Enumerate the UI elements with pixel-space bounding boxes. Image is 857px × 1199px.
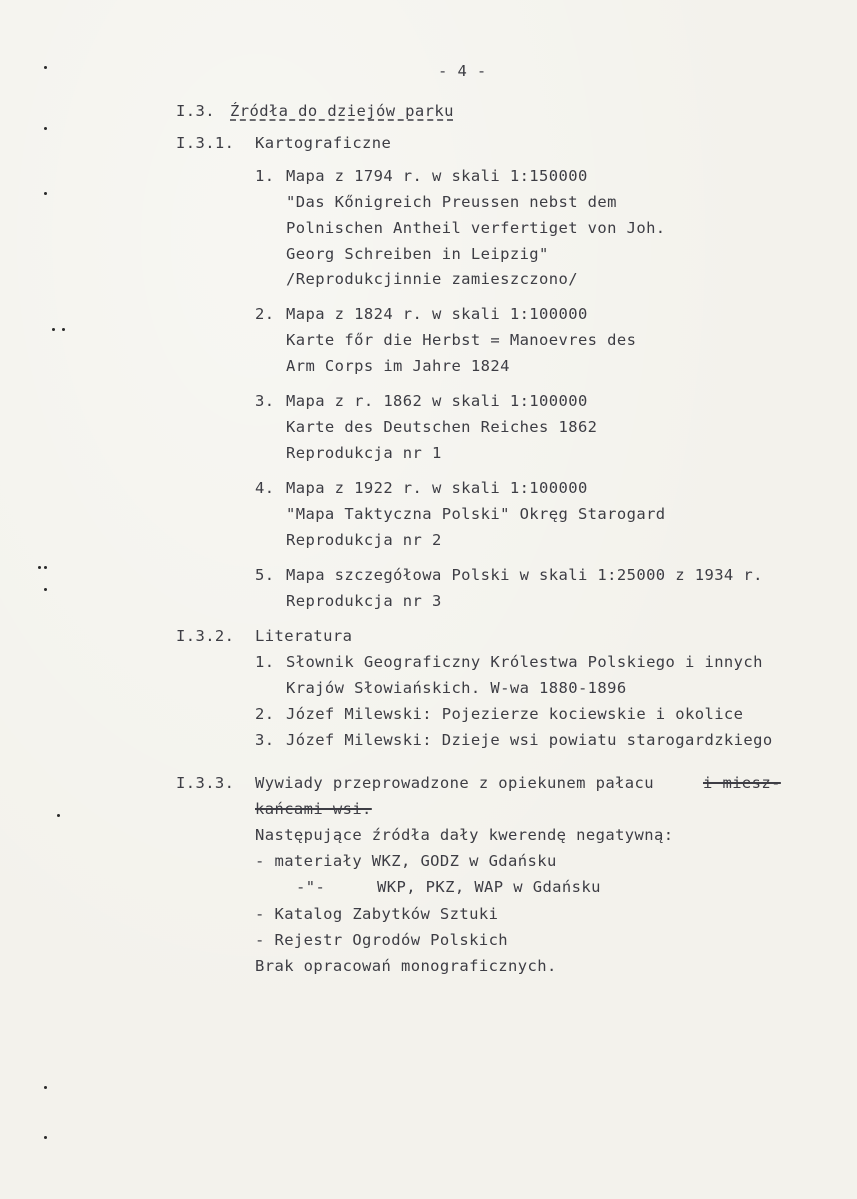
margin-mark	[38, 566, 41, 569]
list-item-line: Arm Corps im Jahre 1824	[286, 357, 510, 375]
list-item-number: 1.	[255, 167, 275, 185]
list-item-line: Reprodukcja nr 3	[286, 592, 442, 610]
list-item-number: 2.	[255, 305, 275, 323]
list-item-line: Słownik Geograficzny Królestwa Polskiego i innych	[286, 653, 763, 671]
margin-mark	[44, 1086, 47, 1089]
heading-number: I.3.	[176, 102, 215, 120]
section-text: - Katalog Zabytków Sztuki	[255, 905, 499, 923]
section-number: I.3.1.	[176, 134, 235, 152]
section-text: - materiały WKZ, GODZ w Gdańsku	[255, 852, 557, 870]
section-title: Literatura	[255, 627, 353, 645]
margin-mark	[52, 328, 55, 331]
list-item-line: Mapa szczegółowa Polski w skali 1:25000 z 1934 r.	[286, 566, 763, 584]
section-text: Brak opracowań monograficznych.	[255, 957, 557, 975]
list-item-line: Józef Milewski: Pojezierze kociewskie i okolice	[286, 705, 744, 723]
list-item-line: Krajów Słowiańskich. W-wa 1880-1896	[286, 679, 627, 697]
list-item-line: Mapa z 1794 r. w skali 1:150000	[286, 167, 588, 185]
list-item-line: Józef Milewski: Dzieje wsi powiatu starogardzkiego	[286, 731, 773, 749]
margin-mark	[44, 588, 47, 591]
list-item-line: Reprodukcja nr 1	[286, 444, 442, 462]
list-item-number: 3.	[255, 392, 275, 410]
section-text: Wywiady przeprowadzone z opiekunem pałacu	[255, 774, 655, 792]
section-text: Następujące źródła dały kwerendę negatywną:	[255, 826, 674, 844]
list-item-line: Mapa z 1824 r. w skali 1:100000	[286, 305, 588, 323]
list-item-number: 3.	[255, 731, 275, 749]
margin-mark	[44, 192, 47, 195]
list-item-number: 2.	[255, 705, 275, 723]
margin-mark	[44, 566, 47, 569]
list-item-line: /Reprodukcjinnie zamieszczono/	[286, 270, 578, 288]
list-item-line: Mapa z 1922 r. w skali 1:100000	[286, 479, 588, 497]
margin-mark	[57, 814, 60, 817]
heading-title: Źródła do dziejów parku	[230, 102, 454, 120]
list-item-number: 1.	[255, 653, 275, 671]
list-item-line: "Mapa Taktyczna Polski" Okręg Starogard	[286, 505, 666, 523]
list-item-line: Reprodukcja nr 2	[286, 531, 442, 549]
list-item-line: Mapa z r. 1862 w skali 1:100000	[286, 392, 588, 410]
ditto-mark: -"-	[296, 878, 326, 896]
list-item-line: Karte főr die Herbst = Manoevres des	[286, 331, 637, 349]
page-number: - 4 -	[438, 62, 487, 80]
list-item-line: Polnischen Antheil verfertiget von Joh.	[286, 219, 666, 237]
list-item-line: "Das Kőnigreich Preussen nebst dem	[286, 193, 617, 211]
section-number: I.3.3.	[176, 774, 235, 792]
margin-mark	[62, 328, 65, 331]
margin-mark	[44, 1136, 47, 1139]
margin-mark	[44, 66, 47, 69]
section-text: - Rejestr Ogrodów Polskich	[255, 931, 509, 949]
list-item-line: Karte des Deutschen Reiches 1862	[286, 418, 598, 436]
struck-text: i miesz-	[703, 774, 781, 792]
section-number: I.3.2.	[176, 627, 235, 645]
struck-text: kańcami wsi.	[255, 800, 372, 818]
margin-mark	[44, 127, 47, 130]
section-title: Kartograficzne	[255, 134, 392, 152]
section-text: WKP, PKZ, WAP w Gdańsku	[377, 878, 601, 896]
list-item-number: 4.	[255, 479, 275, 497]
list-item-number: 5.	[255, 566, 275, 584]
list-item-line: Georg Schreiben in Leipzig"	[286, 245, 549, 263]
